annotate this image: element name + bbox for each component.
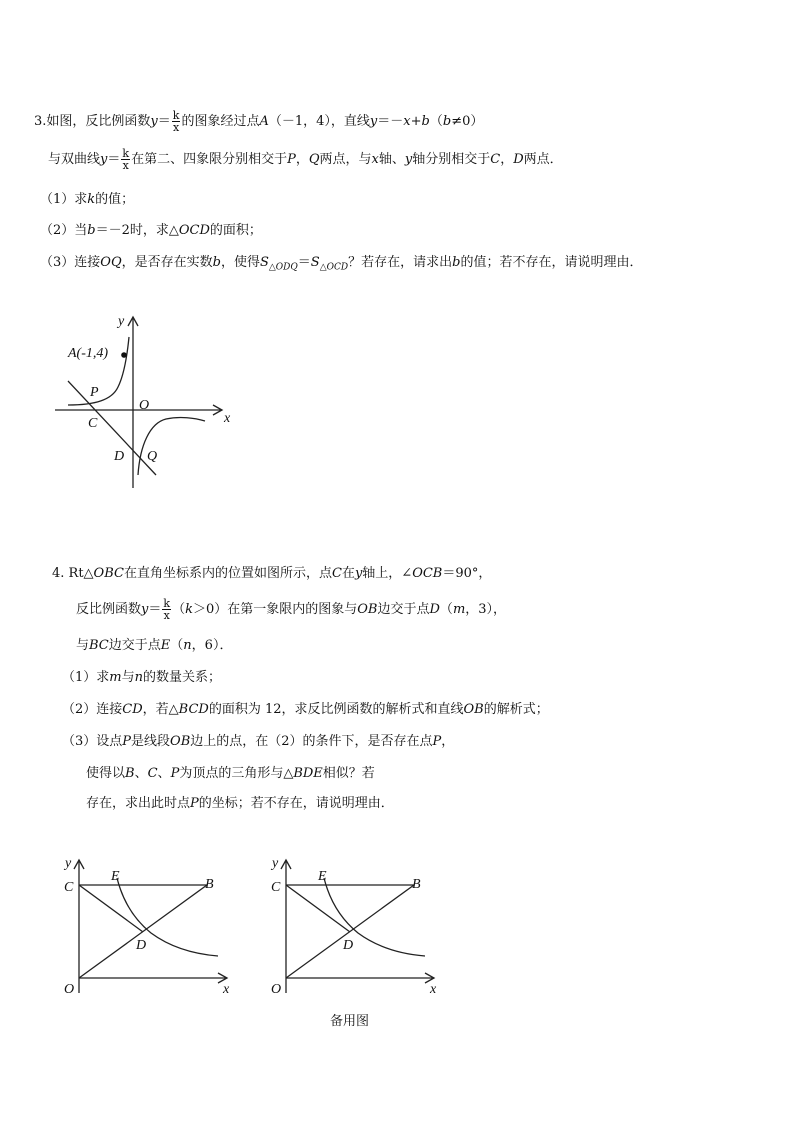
fig4-label-e: E [111,869,120,884]
fig4b-label-o: O [271,982,282,997]
fig4-label-c: C [64,880,74,895]
fig3-label-y: y [118,314,125,329]
q4-sub-3-line-3: 存在，求出此时点P的坐标；若不存在，请说明理由． [86,796,394,811]
q3-line-2: 与双曲线y＝ $\frac{k}{x}$ 在第二、四象限分别相交于P，Q两点，与x轴、y轴分别相交于C，D两点． [48,147,563,172]
fig3-label-o: O [139,398,150,413]
q4-sub-3: （3）设点P是线段OB边上的点，在（2）的条件下，是否存在点P， [62,734,455,749]
fig4b-segment-cd [286,885,350,932]
figure-4 [55,850,245,1000]
q3-sub-3: （3）连接OQ，是否存在实数b，使得$S_{\triangle ODQ}=S_{\triangle OCD}$？若存在，请求出b的值；若不存在，请说明理由． [40,255,643,273]
fig4b-label-d: D [343,938,354,953]
fig3-label-p: P [90,385,99,400]
q4-line-1: 4. Rt△OBC在直角坐标系内的位置如图所示，点C在y轴上，∠OCB＝90°， [52,566,492,581]
fig4-segment-cd [79,885,143,932]
fig4b-hyperbola [324,878,425,956]
fig3-label-d: D [114,449,125,464]
fig4-label-b: B [205,877,214,892]
fig3-label-q: Q [147,449,158,464]
figure-4-backup [262,850,452,1000]
fig3-label-c: C [88,416,98,431]
fig4-label-y: y [65,856,72,871]
fig4b-label-c: C [271,880,281,895]
fig4b-label-y: y [272,856,279,871]
fig4-hyperbola [117,878,218,956]
fig3-label-x: x [224,411,231,426]
q3-sub-2: （2）当b＝－2时，求△OCD的面积； [40,223,262,238]
fig4-label-d: D [136,938,147,953]
q4-sub-2: （2）连接CD，若△BCD的面积为 12，求反比例函数的解析式和直线OB的解析式； [62,702,549,717]
fig3-point-a [121,352,127,358]
fig4b-label-x: x [430,982,437,997]
figure-caption: 备用图 [330,1013,370,1028]
q4-sub-3-line-2: 使得以B、C、P为顶点的三角形与△BDE相似？若 [86,766,375,781]
q4-line-2: 反比例函数y＝ $\frac{k}{x}$ （k＞0）在第一象限内的图象与OB边交于点D（m，3）， [76,597,507,622]
fig4-label-o: O [64,982,75,997]
q3-sub-1: （1）求k的值； [40,192,135,207]
figure-3 [50,305,250,495]
fig4b-label-b: B [412,877,421,892]
fig3-label-a: A(-1,4) [68,346,109,361]
q4-sub-1: （1）求m与n的数量关系； [62,670,222,685]
q4-line-3: 与BC边交于点E（n，6）． [76,638,233,653]
fig4b-label-e: E [318,869,327,884]
fig4-label-x: x [223,982,230,997]
q3-line-1: 3.如图，反比例函数y＝ $\frac{k}{x}$ 的图象经过点A（－1，4），直线y＝－x+b（b≠0） [34,109,484,134]
